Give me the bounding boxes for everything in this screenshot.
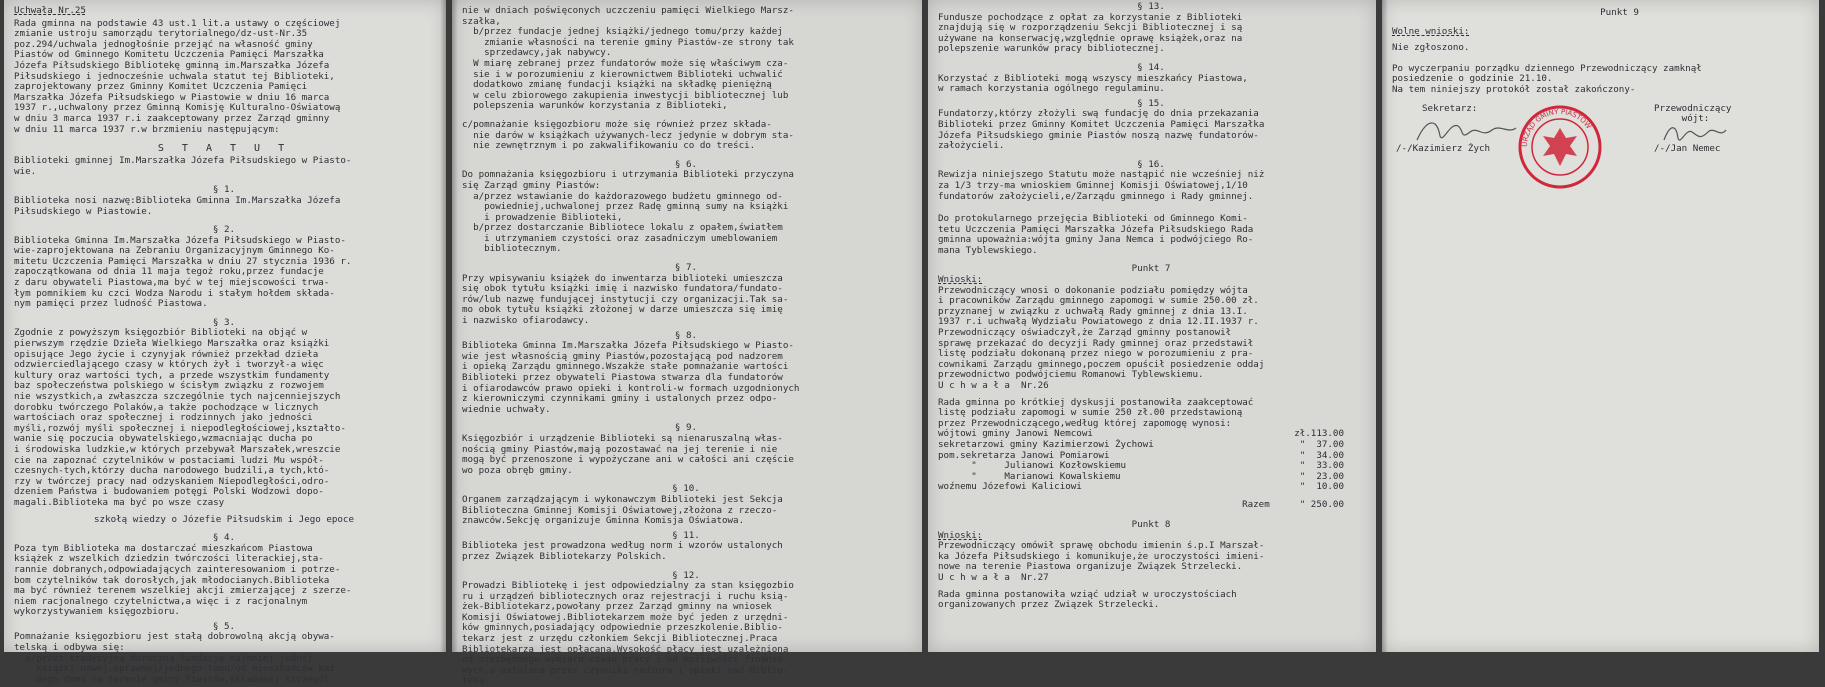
section-14-text: Korzystać z Biblioteki mogą wszyscy mieszkańcy Piastowa, w ramach korzystania ogólnego regulaminu. <box>938 72 1248 95</box>
section-10-label: § 10. <box>672 483 700 495</box>
section-1-text: Biblioteka nosi nazwę:Biblioteka Gminna Im.Marszałka Józefa Piłsudskiego w Piastowie. <box>14 194 341 217</box>
section-3-text: Zgodnie z powyższym księgozbiór Biblioteki na objąć w pierwszym rzędzie Dzieła Wielkiego Marszałka oraz książki opisujące Jego życie i czynyjak również przekład dzieła odzwierciedlającego czasy w których żył i tworzył-a więc kultury oraz wartości tych, a przede wszystkim fundamenty baz społeczeństwa polskiego w ścisłym związku z rozwojem nie wszystkich,a zwłaszcza szczególnie tych najcenniejszych dorobku twórczego Polaków,a także pochodzące w licznych wartościach oraz społecznej i rodzinnych jako jedności myśli,rozwój myśli społecznej i niepodległościowej,kształto- wanie się poczucia obywatelskiego,wzmacniając ducha po i środowiska ludzkie,w których przebywał Marszałek,wreszcie cie na zapoznać czytelników w postaciami ludzi Mu współ- czesnych-tych,którzy ducha narodowego budzili,a tych,któ- rzy w twórczej pracy nad odzyskaniem Niepodległości,odro- dzeniem Państwa i budowaniem potęgi Polski Wodzowi dopo- magali.Biblioteka ma być po wsze czasy <box>14 327 346 508</box>
section-12-text: Prowadzi Bibliotekę i jest odpowiedzialny za stan księgozbio ru i urządzeń bibliotecznych oraz rejestracji i ruchu ksią- żek-Bibliotekarz,powołany przez Zarząd gminny na wniosek Komisji Oświatowej.Bibliotekarzem może być jeden z urzędni- ków gminnych,posiadający odpowiednie przeszkolenie.Biblio- tekarz jest z urzędu członkiem Sekcji Bibliotecznej.Praca Bibliotekarza jest opłacana.Wysokość płacy jest uzależniona od niezbędnego wymiaru czasu pracy i od możliwości finanso- wych,a ustalana przez czynniki nadzoru i opieki nad Biblio- teką. <box>462 580 794 687</box>
section-10-text: Organem zarządzającym i wykonawczym Biblioteki jest Sekcja Biblioteczna Gminnej Komisji Oświatowej,złożona z rzeczo- znawców.Sekcję organizuje Gminna Komisja Oświatowa. <box>462 493 783 527</box>
allowance-amount: zł.113.00 <box>1294 428 1344 440</box>
section-5-c-text: c/pomnażanie księgozbioru może się również przez składa- nie darów w książkach używanych-lecz jedynie w dobrym sta- nie zewnętrznym i po zakwalifikowaniu co do treści. <box>462 118 794 152</box>
section-4-label: § 4. <box>212 532 236 544</box>
secretary-label: Sekretarz: <box>1422 102 1478 114</box>
section-5-text: Pomnażanie księgozbioru jest stałą dobrowolną akcją obywa- telską i odbywa się: a/przez tradycyjną doroczną fundację najmniej jednej książki nowej,oprawnej/jednego tomu/od mieszkańców każ- dego domu na terenie gminy Piastów,składanej szczegól- <box>14 631 341 685</box>
resolution-27-text: Rada gminna postanowiła wziąć udział w uroczystościach organizowanych przez Związek Strzelecki. <box>938 588 1237 611</box>
section-13-text: Fundusze pochodzące z opłat za korzystanie z Biblioteki znajdują się w rozporządzeniu Sekcji Bibliotecznej i są używane na konserwację,względnie oprawę książek,oraz na polepszenie warunków pracy bibliotecznej. <box>938 11 1243 55</box>
statute-title: S T A T U T <box>157 143 291 155</box>
section-5-continued: nie w dniach poświęconych uczczeniu pamięci Wielkiego Marsz- szałka, b/przez fundacje jednej książki/jednego tomu/przy każdej zmianie własności na terenie gminy Piastów-ze strony tak sprzedawcy,jak nabywcy. W miarę zebranej przez fundatorów może się właściwym cza- sie i w porozumieniu z kierownictwem Biblioteki uchwalić dodatkowo zmianę fundacji książki na składkę pieniężną w celu zbiorowego zakupienia inwestycji bibliotecznej lub polepszenia warunków korzystania z Biblioteki, <box>462 5 794 112</box>
secretary-signature <box>1412 116 1522 146</box>
point-7-motion-text: Przewodniczący wnosi o dokonanie podziału pomiędzy wójta i pracowników Zarządu gminnego zapomogi w sumie 250.00 zł. przyznanej w związku z uchwałą Rady gminnej z dnia 13.I. 1937 r.i uchwałą Wydziału Powiatowego z dnia 12.II.1937 r. Przewodniczący oświadczył,że Zarząd gminny postanowił sprawę przekazać do decyzji Rady gminnej oraz przedstawił listę podziału dokonaną przez niego w porozumieniu z pra- cownikami Zarządu gminnego,poczem opuścił posiedzenie oddaj przewodnictwo podwójciemu Romanowi Tyblewskiemu. <box>938 284 1265 381</box>
section-7-label: § 7. <box>674 262 698 274</box>
section-8-label: § 8. <box>674 329 698 341</box>
school-line: szkołą wiedzy o Józefie Piłsudskim i Jego epoce <box>94 513 354 525</box>
section-7-text: Przy wpisywaniu książek do inwentarza biblioteki umieszcza się obok tytułu książki imię i nazwisko fundatora/fundato- rów/lub nazwę fundującej instytucji czy organizacji.Tak sa- mo obok tytułu książki złożonej w darze umieszcza się imię i nazwisko ofiarodawcy. <box>462 272 789 327</box>
recipient-name: " Julianowi Kozłowskiemu <box>938 460 1127 472</box>
motions-label-2: Wnioski: <box>938 529 983 541</box>
allowance-amount: " 34.00 <box>1299 449 1344 461</box>
recipient-name: " Marianowi Kowalskiemu <box>938 470 1121 482</box>
total-value: " 250.00 <box>1299 498 1344 510</box>
closing-paragraph: Po wyczerpaniu porządku dziennego Przewodniczący zamknął posiedzenie o godzinie 21.10. Na tem niniejszy protokół został zakończony- <box>1392 62 1702 95</box>
page-3 <box>928 0 1376 652</box>
section-12-label: § 12. <box>672 569 700 581</box>
chairman-name: /-/Jan Nemec <box>1654 142 1721 154</box>
intro-paragraph: Rada gminna na podstawie 43 ust.1 lit.a ustawy o częściowej zmianie ustroju samorządu terytorialnego/dz-ust-Nr.35 poz.294/uchwala jednogłośnie przejąć na własność gminy Piastów od Gminnego Komitetu Uczczenia Pamięci Marszałka Józefa Piłsudskiego Bibliotekę gminną im.Marszałka Józefa Piłsudskiego i jednocześnie uchwala statut tej Biblioteki, zaprojektowany przez Gminny Komitet Uczczenia Pamięci Marszałka Józefa Piłsudskiego w Piastowie w dniu 16 marca 1937 r.,uchwalony przez Gminną Komisję Kulturalno-Oświatową w dniu 3 marca 1937 r.i zaakceptowany przez Zarząd gminny w dniu 11 marca 1937 r.w brzmieniu następującym: <box>14 17 341 135</box>
allowance-amount: " 33.00 <box>1299 460 1344 472</box>
section-9-text: Księgozbiór i urządzenie Biblioteki są nienaruszalną włas- nością gminy Piastów,mają pozostawać na jej terenie i nie mogą być przenoszone i wypożyczane ani w całości ani częście wo poza obręb gminy. <box>462 432 794 476</box>
point-8-heading: Punkt 8 <box>1131 518 1171 530</box>
signatures-block <box>1392 104 1807 194</box>
section-16-label: § 16. <box>1137 158 1165 170</box>
section-2-label: § 2. <box>212 224 236 236</box>
section-6-label: § 6. <box>674 158 698 170</box>
page-4 <box>1382 0 1819 652</box>
section-14-label: § 14. <box>1137 61 1165 73</box>
section-9-label: § 9. <box>674 422 698 434</box>
statute-subtitle: Biblioteki gminnej Im.Marszałka Józefa Piłsudskiego w Piasto- wie. <box>14 155 352 177</box>
point-8-motion-text: Przewodniczący omówił sprawę obchodu imienin ś.p.I Marszał- ka Józefa Piłsudskiego i komunikuje,że uroczystości imieni- nowe na terenie Piastowa organizuje Związek Strzelecki. <box>938 540 1265 573</box>
section-16-text: Rewizja niniejszego Statutu może nastąpić nie wcześniej niż za 1/3 trzy-ma wnioskiem Gminnej Komisji Oświatowej,1/10 fundatorów założycieli,e/Zarządu gminnego i Rady gminnej. <box>938 169 1265 202</box>
section-2-text: Biblioteka Gminna Im.Marszałka Józefa Piłsudskiego w Piasto- wie-zaprojektowana na Zebraniu Organizacyjnym Gminnego Ko- mitetu Uczczenia Pamięci Marszałka w dniu 27 stycznia 1936 r. zapoczątkowana od dnia 11 maja tegoż roku,przez fundacje z daru obywateli Piastowa,ma być w tej miejscowości trwa- łym pomnikiem ku czci Wodza Narodu i stałym hołdem składa- nym pamięci przez ludność Piastowa. <box>14 234 352 310</box>
point-9-heading: Punkt 9 <box>1600 7 1639 18</box>
chairman-label: Przewodniczący wójt: <box>1654 102 1732 125</box>
page-2 <box>452 0 922 687</box>
free-motions-none: Nie zgłoszono. <box>1392 42 1470 54</box>
page-fold-shadow <box>452 0 458 652</box>
recipient-name: pom.sekretarza Janowi Pomiarowi <box>938 449 1110 461</box>
table-row <box>938 440 1364 451</box>
resolution-27-heading: U c h w a ł a Nr.27 <box>938 571 1049 583</box>
section-4-text: Poza tym Biblioteka ma dostarczać mieszkańcom Piastowa książek z wszelkich dziedzin twórczości literackiej,sta- rannie dobranych,odpowiadających zainteresowaniom i potrze- bom czytelników tak dorosłych,jak młodocianych.Biblioteka ma być również terenem wszelkiej akcji zmierzającej z szerze- niem racjonalnego czytelnictwa,a więc i z racjonalnym wykorzystywaniem księgozbioru. <box>14 542 352 618</box>
section-1-label: § 1. <box>212 184 236 196</box>
section-11-label: § 11. <box>672 529 700 541</box>
point-7-heading: Punkt 7 <box>1131 263 1171 275</box>
allowance-amount: " 37.00 <box>1299 438 1344 450</box>
page-1 <box>4 0 446 685</box>
resolution-header: Uchwała Nr.25 <box>14 5 86 16</box>
official-seal-icon <box>1517 104 1603 190</box>
protocol-paragraph: Do protokularnego przejęcia Biblioteki od Gminnego Komi- tetu Uczczenia Pamięci Marszałka Józefa Piłsudskiego Rada gminna upoważnia:wójta gminy Jana Nemca i podwójciego Ro- mana Tyblewskiego. <box>938 213 1254 256</box>
resolution-26-text: Rada gminna po krótkiej dyskusji postanowiła zaakceptować listę podziału zapomogi w sumie 250 zł.00 przedstawioną przez Przewodniczącego,według której zapomogę wynosi: <box>938 396 1254 429</box>
recipient-name: wójtowi gminy Janowi Nemcowi <box>938 428 1093 440</box>
page-fold-shadow <box>440 0 446 652</box>
section-13-label: § 13. <box>1137 1 1165 12</box>
svg-text:URZĄD GMINY PIASTÓW: URZĄD GMINY PIASTÓW <box>1520 107 1593 147</box>
allowance-amount: " 10.00 <box>1299 481 1344 493</box>
section-15-text: Fundatorzy,którzy złożyli swą fundację do dnia przekazania Biblioteki przez Gminny Komitet Uczczenia Pamięci Marszałka Józefa Piłsudskiego gminie Piastów noszą nazwę fundatorów- założycieli. <box>938 108 1265 152</box>
recipient-name: woźnemu Józefowi Kaliciowi <box>938 481 1082 493</box>
total-row <box>938 499 1364 510</box>
secretary-name: /-/Kazimierz Żych <box>1396 142 1491 154</box>
resolution-26-heading: U c h w a ł a Nr.26 <box>938 380 1049 391</box>
section-11-text: Biblioteka jest prowadzona według norm i wzorów ustalonych przez Związek Bibliotekarzy Polskich. <box>462 540 783 562</box>
allowance-amount: " 23.00 <box>1299 470 1344 482</box>
total-label: Razem <box>1242 498 1270 510</box>
recipient-name: sekretarzowi gminy Kazimierzowi Żychowi <box>938 438 1154 450</box>
allowance-table <box>938 429 1364 493</box>
section-8-text: Biblioteka Gminna Im.Marszałka Józefa Piłsudskiego w Piasto- wie jest własnością gminy Piastów,pozostającą pod nadzorem i opieką Zarządu gminnego.Wszakże stałe pomnażanie wartości Biblioteki przez obywateli Piastowa stwarza dla fundatorów i ofiarodawców prawo opieki i kontroli-w formach uzgodnionych z kierowniczymi czynnikami gminy i ustalonych przez odpo- wiednie uchwały. <box>462 340 800 415</box>
section-3-label: § 3. <box>212 316 236 328</box>
section-5-label: § 5. <box>212 620 236 632</box>
motions-label: Wnioski: <box>938 274 983 286</box>
table-row <box>938 482 1364 493</box>
page-fold-shadow <box>1382 0 1388 652</box>
section-15-label: § 15. <box>1137 97 1165 109</box>
section-6-text: Do pomnażania księgozbioru i utrzymania Biblioteki przyczyna się Zarząd gminy Piastów: a/przez wstawianie do każdorazowego budżetu gminnego od- powiedniej,uchwalonej przez Radę gminną sumy na książki i prowadzenie Biblioteki, b/przez dostarczanie Bibliotece lokalu z opałem,światłem i utrzymaniem czystości oraz zasadniczym umeblowaniem bibliotecznym. <box>462 169 794 255</box>
free-motions-label: Wolne wnioski: <box>1392 25 1470 37</box>
